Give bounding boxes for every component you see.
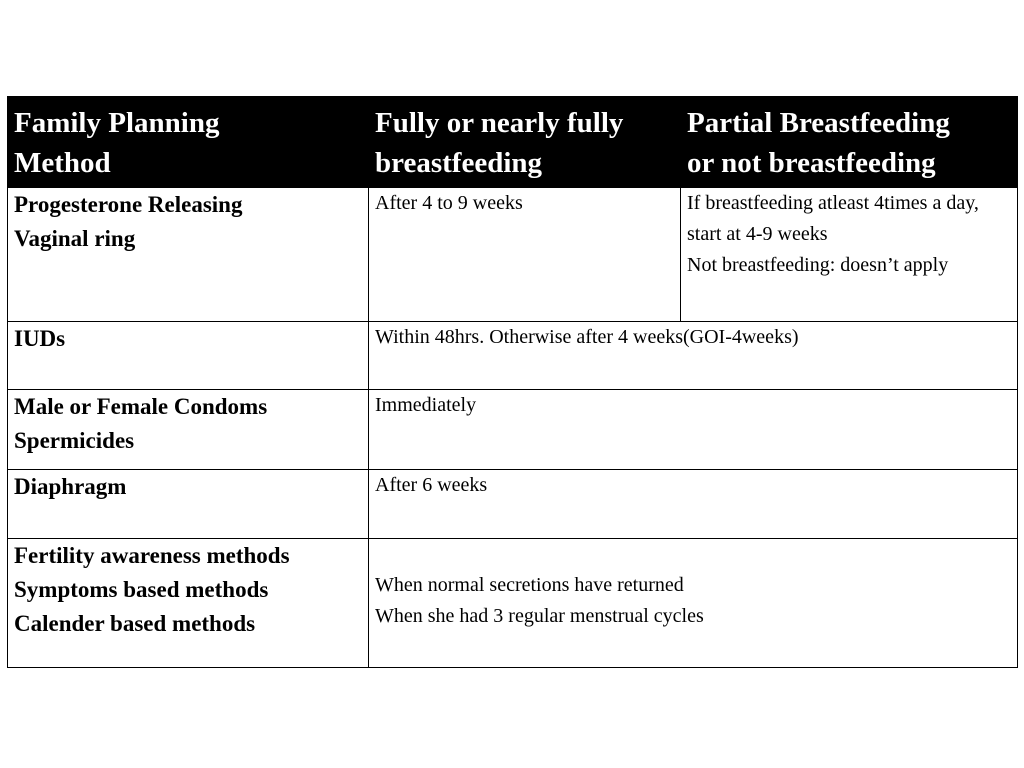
- method-text: Spermicides: [14, 428, 135, 453]
- method-text: Progesterone Releasing: [14, 192, 243, 217]
- cell-text: Immediately: [375, 394, 477, 416]
- header-text: Family Planning: [14, 107, 220, 139]
- fully-breastfeeding-cell: [369, 188, 681, 322]
- method-text: Fertility awareness methods: [14, 543, 290, 568]
- method-cell: [8, 539, 369, 668]
- header-text: Partial Breastfeeding: [687, 107, 950, 139]
- method-text: Diaphragm: [14, 474, 127, 499]
- timing-cell: [369, 390, 1018, 470]
- table-row: [8, 470, 1018, 539]
- method-cell: [8, 390, 369, 470]
- method-text: Symptoms based methods: [14, 577, 269, 602]
- cell-text: When she had 3 regular menstrual cycles: [375, 605, 704, 627]
- method-cell: [8, 322, 369, 390]
- table-row: [8, 188, 1018, 322]
- header-text: Method: [14, 147, 111, 179]
- method-text: Male or Female Condoms: [14, 394, 268, 419]
- table-row: [8, 539, 1018, 668]
- header-partial-breastfeeding: [681, 97, 1018, 188]
- timing-cell: [369, 470, 1018, 539]
- method-cell: [8, 188, 369, 322]
- cell-text: When normal secretions have returned: [375, 574, 684, 596]
- family-planning-table: [7, 96, 1018, 668]
- method-cell: [8, 470, 369, 539]
- cell-text: After 6 weeks: [375, 474, 488, 496]
- table-row: [8, 322, 1018, 390]
- method-text: IUDs: [14, 326, 66, 351]
- partial-breastfeeding-cell: [681, 188, 1018, 322]
- timing-cell: [369, 322, 1018, 390]
- cell-text: Not breastfeeding: doesn’t apply: [687, 254, 949, 276]
- header-text: Fully or nearly fully: [375, 107, 624, 139]
- header-row: [8, 97, 1018, 188]
- method-text: Vaginal ring: [14, 226, 136, 251]
- cell-text: If breastfeeding atleast 4times a day, start at 4-9 weeks: [687, 192, 979, 245]
- header-fully-breastfeeding: [369, 97, 681, 188]
- header-method: [8, 97, 369, 188]
- cell-text: Within 48hrs. Otherwise after 4 weeks(GOI-4weeks): [375, 326, 799, 348]
- table-row: [8, 390, 1018, 470]
- method-text: Calender based methods: [14, 611, 256, 636]
- header-text: breastfeeding: [375, 147, 543, 179]
- header-text: or not breastfeeding: [687, 147, 936, 179]
- cell-text: After 4 to 9 weeks: [375, 192, 523, 214]
- timing-cell: [369, 539, 1018, 668]
